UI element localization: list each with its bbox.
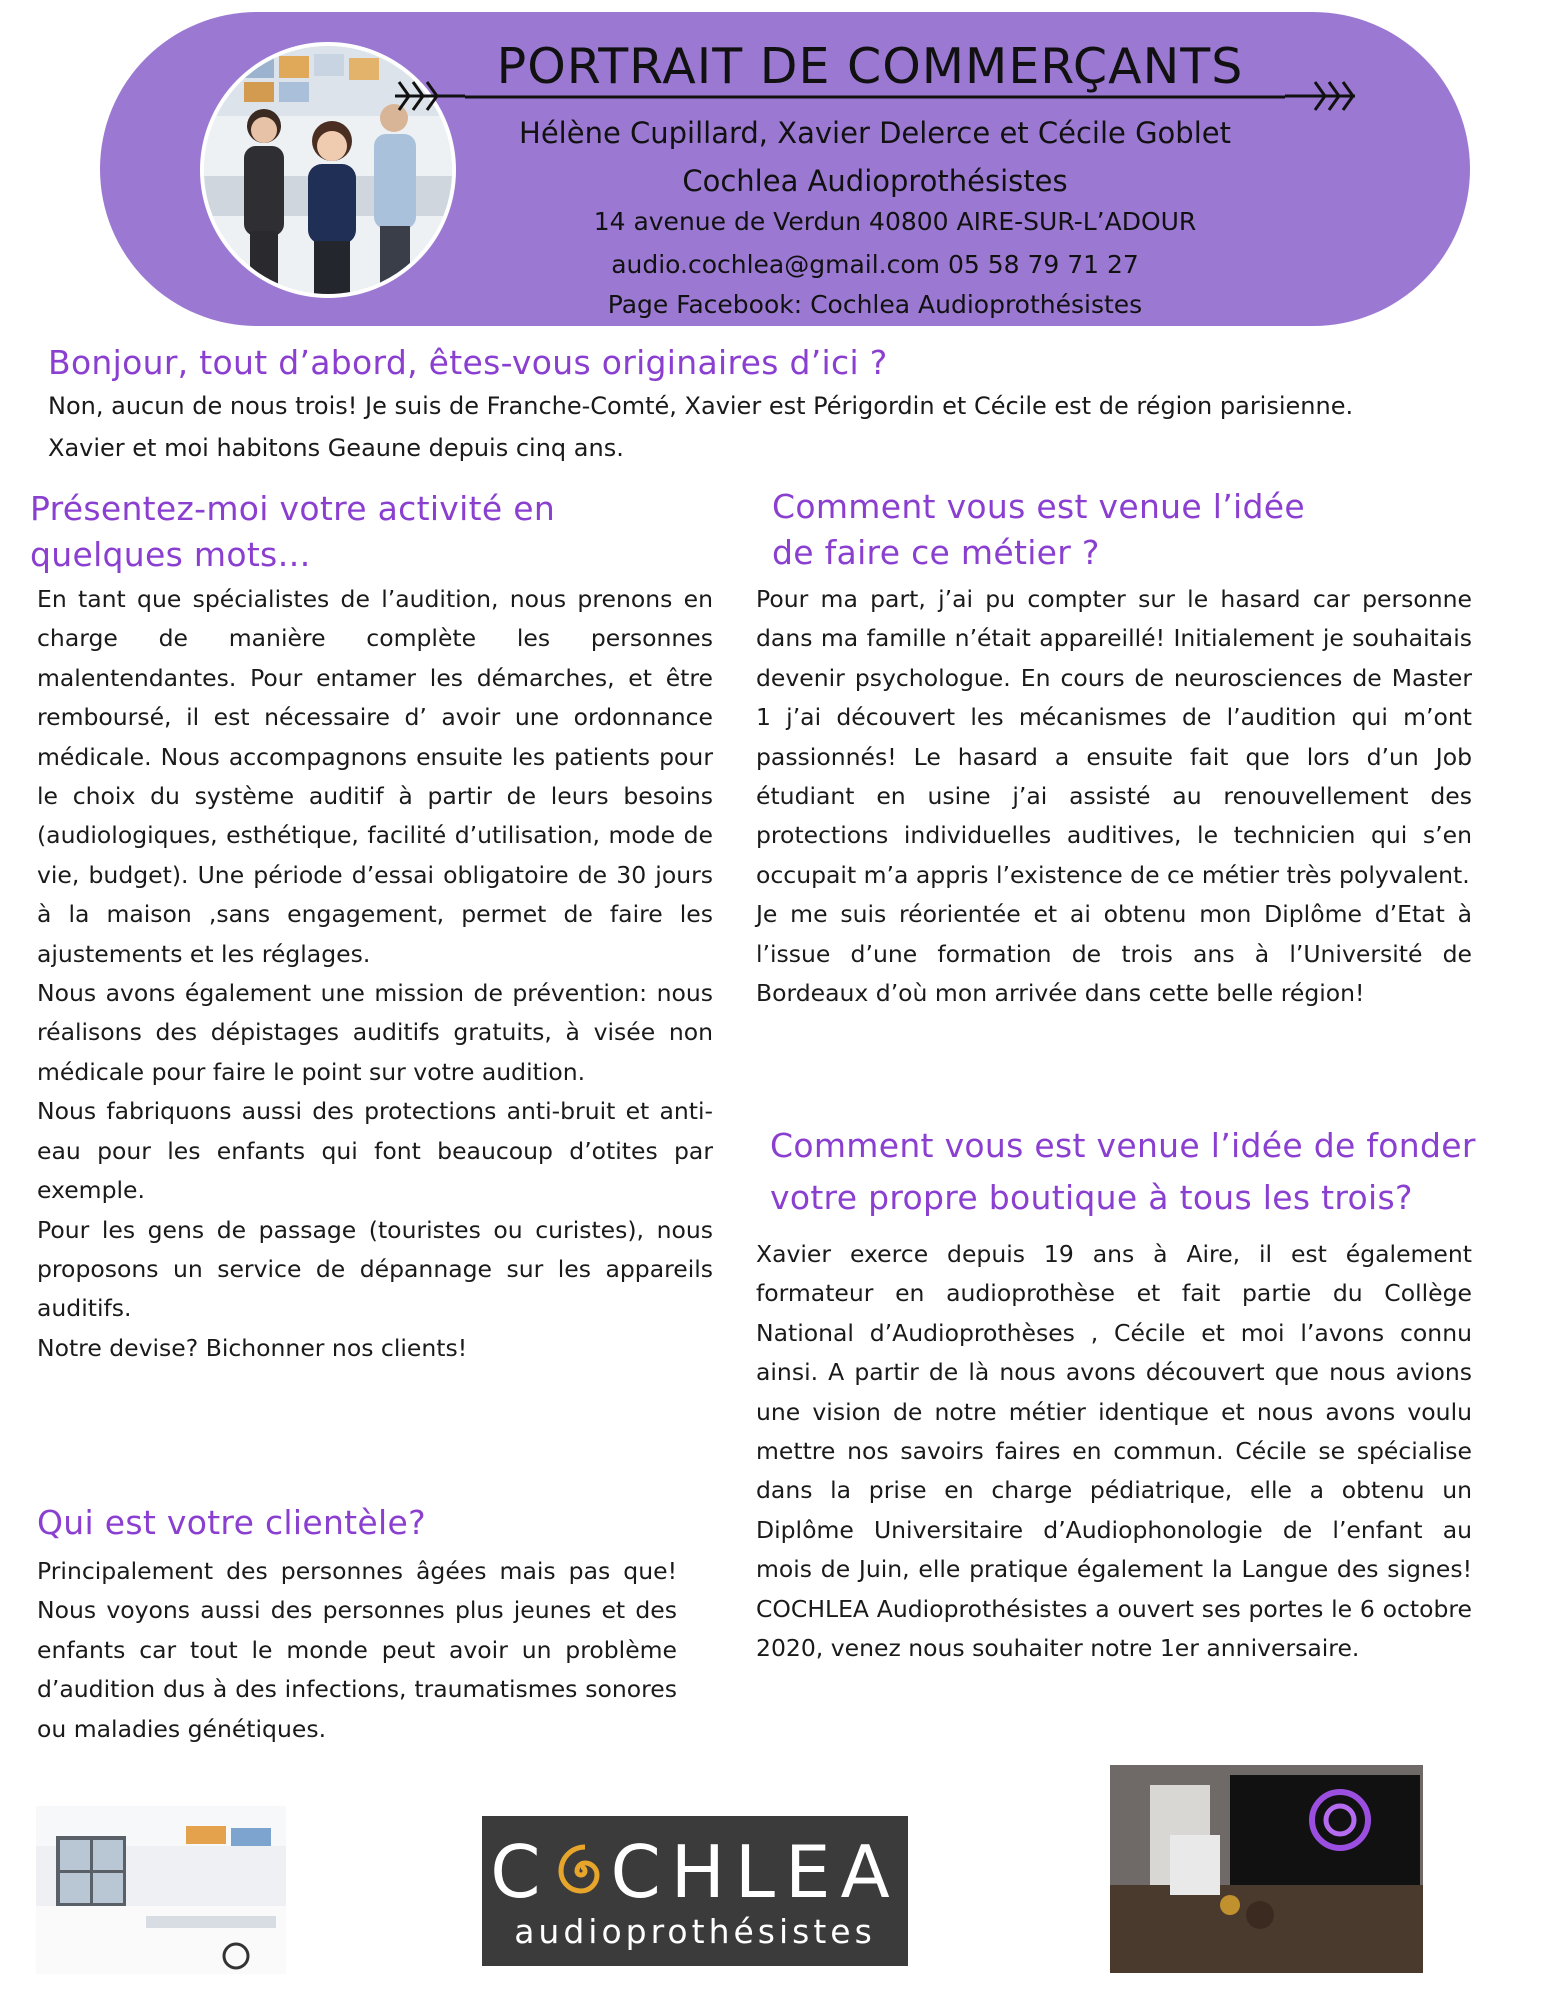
contact-email-phone[interactable]: audio.cochlea@gmail.com 05 58 79 71 27 [611,250,1139,279]
question-clientele: Qui est votre clientèle? [37,1503,426,1542]
answer-clientele: Principalement des personnes âgées mais pas que! Nous voyons aussi des personnes plus jeunes et des enfants car tout le monde peut avoir un problème d’audition dus à des infections, traumatismes sonores ou maladies génétiques. [37,1557,677,1743]
left-arrow-ornament [395,78,465,114]
right-arrow-ornament [1285,78,1355,114]
activity-paragraph: Notre devise? Bichonner nos clients! [37,1333,468,1362]
activity-paragraph: Nous avons également une mission de prévention: nous réalisons des dépistages auditifs gratuits, à visée non médicale pour faire le point sur votre audition. [37,979,713,1086]
activity-paragraph: Pour les gens de passage (touristes ou curistes), nous proposons un service de dépannage sur les appareils auditifs. [37,1215,713,1323]
question-activity-line1: Présentez-moi votre activité en [30,489,556,528]
question-activity-line2: quelques mots… [30,535,311,574]
logo-subtitle: audioprothésistes [514,1912,876,1951]
question-origins: Bonjour, tout d’abord, êtes-vous originaires d’ici ? [48,343,888,382]
answer-idea-shop: Xavier exerce depuis 19 ans à Aire, il est également formateur en audioprothèse et fait partie du Collège National d’Audioprothèses , Cécile et moi l’avons connu ainsi. A partir de là nous avons découvert que nous avions une vision de notre métier identique et nous avons voulu mettre nos savoirs faires en commun. Cécile se spécialise dans la prise en charge pédiatrique, elle a obtenu un Diplôme Universitaire d’Audiophonologie de l’enfant au mois de Juin, elle pratique également la Langue des signes! COCHLEA Audioprothésistes a ouvert ses portes le 6 octobre 2020, venez nous souhaiter notre 1er anniversaire. [756,1240,1472,1663]
page-title: PORTRAIT DE COMMERÇANTS [496,38,1244,95]
cochlea-logo [482,1816,908,1966]
activity-paragraph: Nous fabriquons aussi des protections anti-bruit et anti-eau pour les enfants qui font beaucoup d’otites par exemple. [37,1097,713,1205]
idea-job-paragraph: Pour ma part, j’ai pu compter sur le hasard car personne dans ma famille n’était appareillé! Initialement je souhaitais devenir psychologue. En cours de neurosciences de Master 1 j’ai découvert les mécanismes de l’audition qui m’ont passionnés! Le hasard a ensuite fait que lors d’un Job étudiant en usine j’ai assisté au renouvellement des protections individuelles auditives, le technicien qui s’en occupait m’a appris l’existence de ce métier très polyvalent. [756,585,1472,889]
business-name: Cochlea Audioprothésistes [682,164,1068,198]
shop-office-photo [1110,1765,1423,1973]
header-rule [465,95,1285,99]
question-idea-job-line2: de faire ce métier ? [772,533,1100,572]
shop-interior-photo [36,1806,286,1974]
owner-names: Hélène Cupillard, Xavier Delerce et Cécile Goblet [519,116,1231,150]
logo-spiral-icon [551,1836,611,1896]
idea-job-paragraph: Je me suis réorientée et ai obtenu mon Diplôme d’Etat à l’issue d’une formation de trois ans à l’Université de Bordeaux d’où mon arrivée dans cette belle région! [756,900,1472,1008]
logo-letters-chlea: CHLEA [610,1830,900,1914]
logo-letter-c: C [490,1830,551,1914]
question-idea-shop-line1: Comment vous est venue l’idée de fonder [770,1126,1476,1165]
logo-wordmark [482,1832,908,1912]
question-idea-shop-line2: votre propre boutique à tous les trois? [770,1178,1413,1217]
question-idea-job-line1: Comment vous est venue l’idée [772,487,1305,526]
address: 14 avenue de Verdun 40800 AIRE-SUR-L’ADOUR [593,207,1197,236]
question-idea-shop [770,1120,1476,1224]
activity-paragraph: En tant que spécialistes de l’audition, nous prenons en charge de manière complète les personnes malentendantes. Pour entamer les démarches, et être remboursé, il est nécessaire d’ avoir une ordonnance médicale. Nous accompagnons ensuite les patients pour le choix du système auditif à partir de leurs besoins (audiologiques, esthétique, facilité d’utilisation, mode de vie, budget). Une période d’essai obligatoire de 30 jours à la maison ,sans engagement, permet de faire les ajustements et les réglages. [37,585,713,968]
answer-activity [37,580,713,1368]
facebook-page[interactable]: Page Facebook: Cochlea Audioprothésistes [607,290,1143,319]
question-idea-job [772,484,1305,576]
answer-idea-job [756,580,1472,1013]
question-activity [30,486,555,578]
answer-origins: Non, aucun de nous trois! Je suis de Franche-Comté, Xavier est Périgordin et Cécile est de région parisienne. Xavier et moi habitons Geaune depuis cinq ans. [48,392,1354,462]
